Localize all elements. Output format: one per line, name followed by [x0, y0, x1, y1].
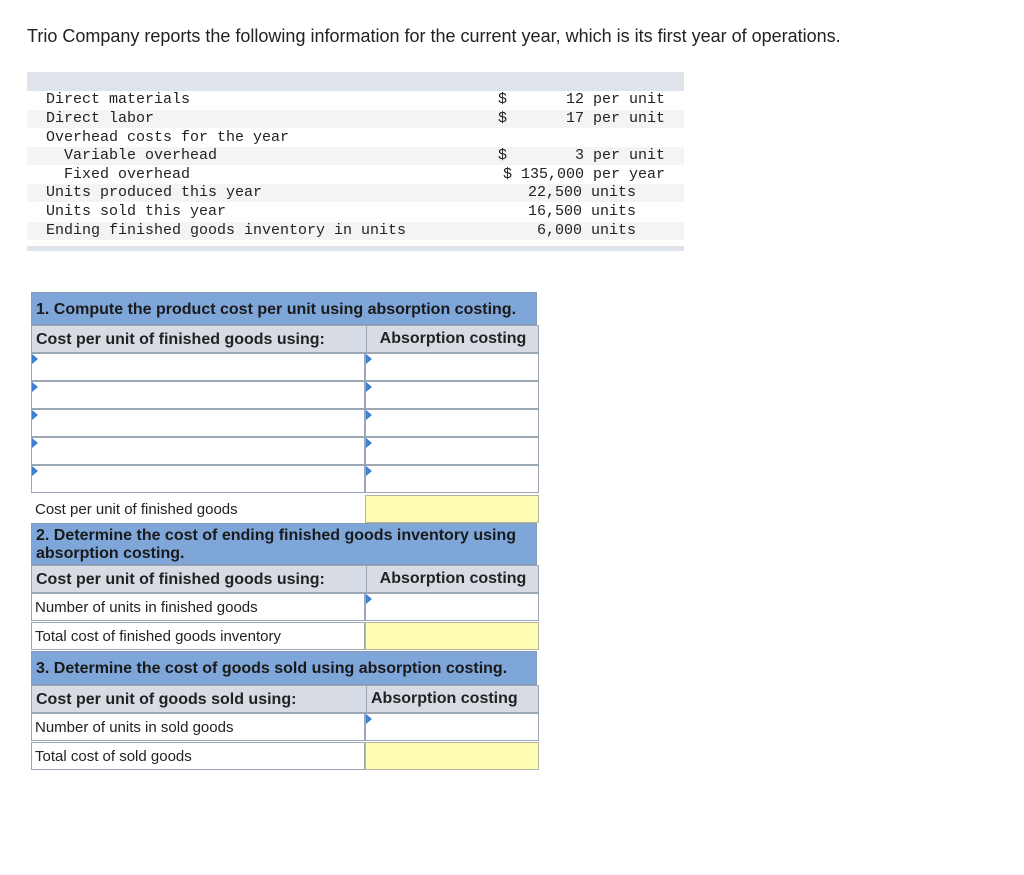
given-row-direct-labor [27, 110, 684, 128]
units-label: Number of units in finished goods [35, 599, 258, 616]
cost-component-select[interactable] [31, 381, 365, 409]
cost-of-goods-sold-input[interactable] [365, 742, 539, 770]
col-label: Cost per unit of finished goods using: [36, 571, 325, 588]
input-marker-icon [366, 354, 372, 364]
row-label: Units sold this year [46, 203, 227, 220]
input-marker-icon [366, 594, 372, 604]
given-row-overhead-heading [27, 129, 684, 147]
row-value: 6,000 units [536, 222, 636, 239]
dropdown-marker-icon [32, 438, 38, 448]
row-value: 22,500 units [527, 184, 636, 201]
col-absorption: Absorption costing [366, 566, 539, 592]
row-label: Variable overhead [64, 147, 218, 164]
given-row-direct-materials [27, 91, 684, 109]
cost-per-unit-total-input[interactable] [365, 495, 539, 523]
part1-title: 1. Compute the product cost per unit using absorption costing. [31, 292, 537, 325]
col-label: Cost per unit of finished goods using: [36, 331, 325, 348]
part3-units-row [31, 713, 539, 741]
input-marker-icon [366, 466, 372, 476]
col-label: Cost per unit of goods sold using: [36, 691, 297, 708]
part1-input-row [31, 465, 539, 493]
part3-column-header [31, 685, 539, 713]
given-row-variable-overhead [27, 147, 684, 165]
given-row-ending-inventory [27, 222, 684, 240]
cost-component-select[interactable] [31, 409, 365, 437]
row-label: Overhead costs for the year [46, 129, 290, 146]
cost-component-select[interactable] [31, 353, 365, 381]
units-label: Number of units in sold goods [35, 719, 234, 736]
row-value: $ 135,000 per year [502, 166, 665, 183]
part1-input-row [31, 353, 539, 381]
input-marker-icon [366, 410, 372, 420]
part1-column-header [31, 325, 539, 353]
cost-component-select[interactable] [31, 437, 365, 465]
row-value: 12 per unit [565, 91, 665, 108]
given-row-units-sold [27, 203, 684, 221]
input-marker-icon [366, 382, 372, 392]
sold-units-input[interactable] [365, 713, 539, 741]
dropdown-marker-icon [32, 466, 38, 476]
input-marker-icon [366, 438, 372, 448]
row-value: 16,500 units [527, 203, 636, 220]
part1-total-row [31, 495, 539, 523]
given-row-units-produced [27, 184, 684, 202]
finished-units-input[interactable] [365, 593, 539, 621]
total-label: Cost per unit of finished goods [35, 501, 238, 518]
row-label: Fixed overhead [64, 166, 191, 183]
row-value: 17 per unit [565, 110, 665, 127]
row-label: Direct labor [46, 110, 155, 127]
part1-input-row [31, 381, 539, 409]
part2-units-row [31, 593, 539, 621]
col-absorption: Absorption costing [366, 326, 539, 352]
dropdown-marker-icon [32, 382, 38, 392]
dollar-sign: $ [498, 91, 508, 108]
dollar-sign: $ [498, 110, 508, 127]
part1-input-row [31, 437, 539, 465]
cost-component-select[interactable] [31, 465, 365, 493]
part1-input-row [31, 409, 539, 437]
dollar-sign: $ [498, 147, 508, 164]
table-top-bar [27, 72, 684, 91]
cost-amount-input[interactable] [365, 381, 539, 409]
finished-goods-total-input[interactable] [365, 622, 539, 650]
total-label: Total cost of finished goods inventory [35, 628, 281, 645]
row-label: Ending finished goods inventory in units [46, 222, 407, 239]
input-marker-icon [366, 714, 372, 724]
cost-amount-input[interactable] [365, 353, 539, 381]
cost-amount-input[interactable] [365, 465, 539, 493]
row-label: Units produced this year [46, 184, 263, 201]
total-label: Total cost of sold goods [35, 748, 192, 765]
part3-total-row [31, 742, 539, 770]
row-label: Direct materials [46, 91, 191, 108]
cost-amount-input[interactable] [365, 409, 539, 437]
cost-amount-input[interactable] [365, 437, 539, 465]
given-row-fixed-overhead [27, 166, 684, 184]
part2-title: 2. Determine the cost of ending finished goods inventory using absorption costing. [31, 523, 537, 565]
part2-column-header [31, 565, 539, 593]
row-value: 3 per unit [574, 147, 665, 164]
dropdown-marker-icon [32, 354, 38, 364]
table-bottom-bar [27, 246, 684, 251]
col-absorption: Absorption costing [366, 686, 539, 712]
part2-total-row [31, 622, 539, 650]
problem-intro: Trio Company reports the following information for the current year, which is its first year of operations. [27, 26, 841, 46]
part3-title: 3. Determine the cost of goods sold using absorption costing. [31, 651, 537, 685]
dropdown-marker-icon [32, 410, 38, 420]
given-data-table [27, 72, 684, 252]
